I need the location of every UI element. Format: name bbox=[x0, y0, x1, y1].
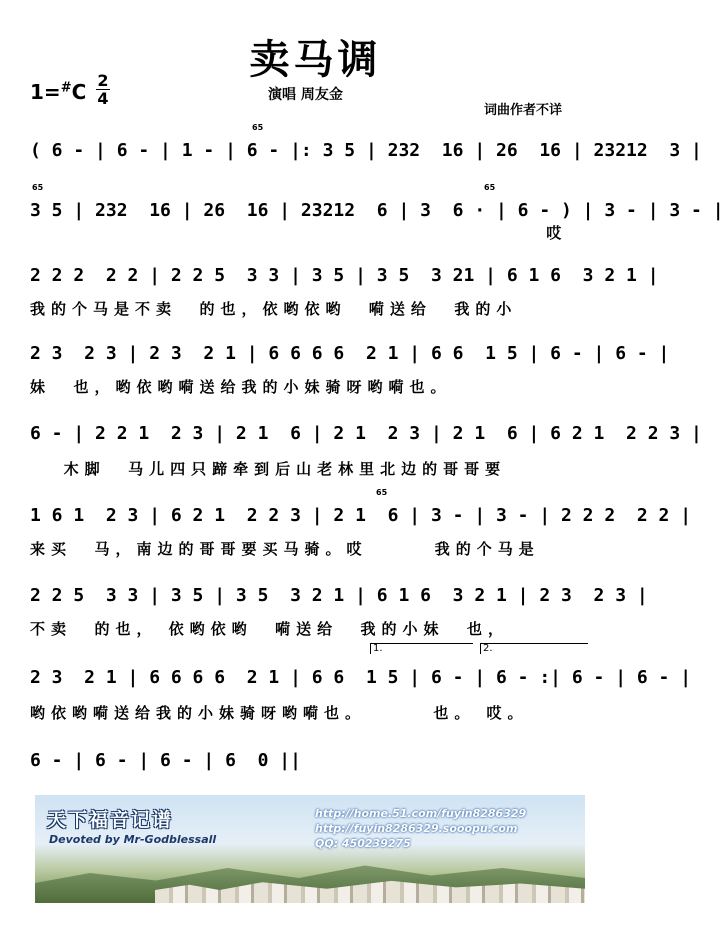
key-prefix: 1= bbox=[30, 80, 61, 104]
time-signature bbox=[96, 72, 110, 107]
meter-top: 2 bbox=[97, 71, 109, 90]
notation-line: 2 2 2 2 2 | 2 2 5 3 3 | 3 5 | 3 5 3 21 | 6 1 6 3 2 1 | bbox=[30, 264, 659, 286]
staff-row bbox=[30, 255, 659, 295]
composer-credit: 词曲作者不详 bbox=[484, 103, 563, 118]
sooopu-link[interactable]: http://fuyin8286329.sooopu.com bbox=[315, 822, 518, 835]
fermata-mark: 65 bbox=[32, 183, 44, 192]
key-note: C bbox=[71, 80, 87, 104]
key-signature bbox=[30, 80, 86, 104]
staff-row bbox=[30, 413, 702, 453]
notation-line: 3 5 | 232 16 | 26 16 | 23212 6 | 3 6 · | 6 - ) | 3 - | 3 - | bbox=[30, 199, 724, 221]
staff-row bbox=[30, 495, 692, 535]
staff-row bbox=[30, 657, 692, 697]
first-ending: 1. bbox=[370, 643, 473, 654]
lyric-line: 来买 马，南边的哥哥要买马骑。哎 我的个马是 bbox=[30, 540, 540, 558]
brand-logo: 天下福音记谱 bbox=[47, 809, 174, 831]
fermata-mark: 65 bbox=[484, 183, 496, 192]
home-link[interactable]: http://home.51.com/fuyin8286329 bbox=[315, 807, 527, 820]
lyric-line: 哟依哟嗬送给我的小妹骑呀哟嗬也。 也。 哎。 bbox=[30, 704, 529, 722]
notation-line: 2 3 2 3 | 2 3 2 1 | 6 6 6 6 2 1 | 6 6 1 5 | 6 - | 6 - | bbox=[30, 342, 670, 364]
meter-bottom: 4 bbox=[97, 89, 109, 108]
devoted-credit: Devoted by Mr-Godblessall bbox=[49, 833, 217, 846]
staff-row bbox=[30, 130, 702, 170]
notation-line: ( 6 - | 6 - | 1 - | 6 - |: 3 5 | 232 16 | 26 16 | 23212 3 | bbox=[30, 139, 702, 161]
singer-credit: 演唱 周友金 bbox=[268, 87, 343, 103]
staff-row bbox=[30, 333, 670, 373]
notation-line: 1 6 1 2 3 | 6 2 1 2 2 3 | 2 1 6 | 3 - | 3 - | 2 2 2 2 2 | bbox=[30, 504, 692, 526]
lyric-line: 木脚 马儿四只蹄牵到后山老林里北边的哥哥要 bbox=[30, 460, 507, 478]
lyric-line: 妹 也，哟依哟嗬送给我的小妹骑呀哟嗬也。 bbox=[30, 378, 452, 396]
notation-line: 6 - | 2 2 1 2 3 | 2 1 6 | 2 1 2 3 | 2 1 6 | 6 2 1 2 2 3 | bbox=[30, 422, 702, 444]
qq-contact: QQ: 450239275 bbox=[315, 837, 411, 850]
lyric-line: 不卖 的也， 依哟依哟 嗬送给 我的小妹 也， bbox=[30, 620, 510, 638]
staff-row bbox=[30, 740, 301, 780]
staff-row bbox=[30, 575, 648, 615]
sharp-sign: # bbox=[60, 80, 72, 96]
second-ending: 2. bbox=[480, 643, 588, 654]
page-title: 卖马调 bbox=[249, 36, 382, 83]
notation-line: 2 2 5 3 3 | 3 5 | 3 5 3 2 1 | 6 1 6 3 2 1 | 2 3 2 3 | bbox=[30, 584, 648, 606]
notation-line: 2 3 2 1 | 6 6 6 6 2 1 | 6 6 1 5 | 6 - | 6 - :| 6 - | 6 - | bbox=[30, 666, 692, 688]
lyric-line: 我的个马是不卖 的也，依哟依哟 嗬送给 我的小 bbox=[30, 300, 518, 318]
fermata-mark: 65 bbox=[376, 488, 388, 497]
notation-line: 6 - | 6 - | 6 - | 6 0 || bbox=[30, 749, 301, 771]
fermata-mark: 65 bbox=[252, 123, 264, 132]
footer-banner bbox=[35, 795, 585, 903]
lyric-line: 哎 bbox=[30, 224, 568, 242]
